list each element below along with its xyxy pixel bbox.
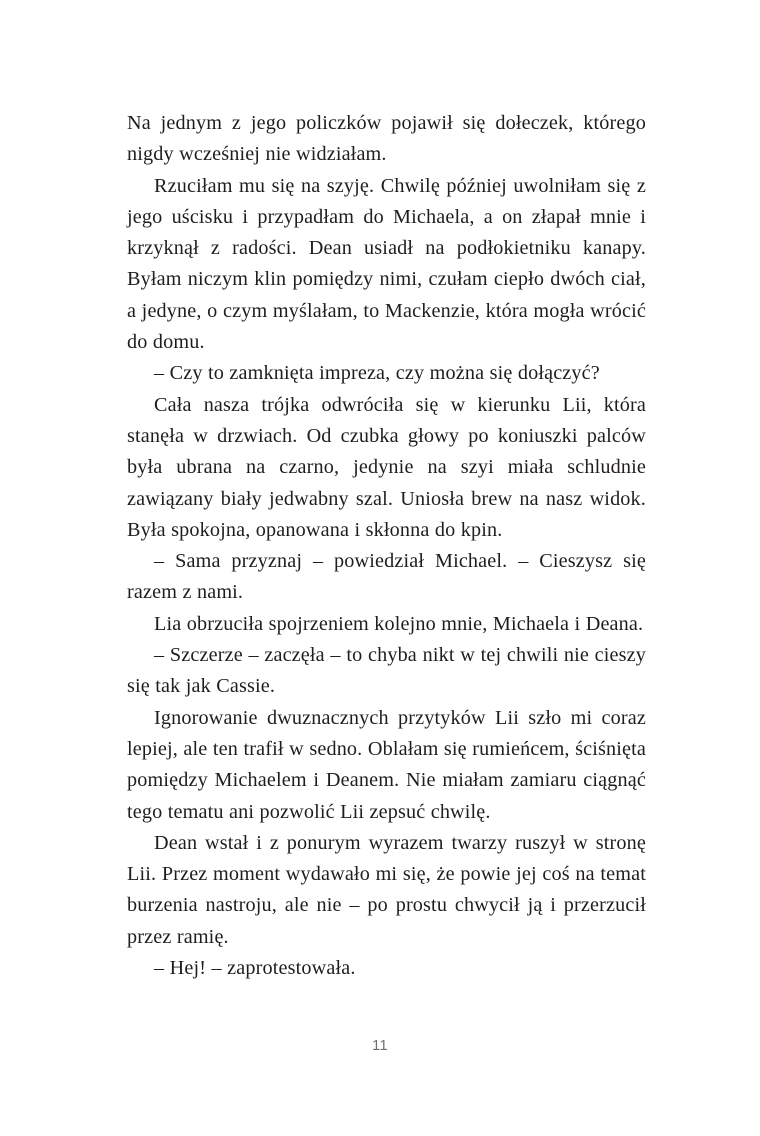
paragraph: Na jednym z jego policzków pojawił się dołeczek, którego nigdy wcześniej nie widziałam. [127, 112, 646, 166]
page-number: 11 [372, 1038, 388, 1054]
body-text-block [127, 108, 646, 984]
paragraph: Ignorowanie dwuznacznych przytyków Lii szło mi coraz lepiej, ale ten trafił w sedno. Oblałam się rumieńcem, ściśnięta pomiędzy Michaelem i Deanem. Nie miałam zamiaru ciągnąć tego tematu ani pozwolić Lii zepsuć chwilę. [127, 706, 646, 823]
paragraph: – Sama przyznaj – powiedział Michael. – Cieszysz się razem z nami. [127, 550, 646, 604]
paragraph: Lia obrzuciła spojrzeniem kolejno mnie, Michaela i Deana. [154, 612, 644, 635]
paragraph: – Czy to zamknięta impreza, czy można się dołączyć? [154, 362, 600, 385]
paragraph: Rzuciłam mu się na szyję. Chwilę później uwolniłam się z jego uścisku i przypadłam do Michaela, a on złapał mnie i krzyknął z radości. Dean usiadł na podłokietniku kanapy. Byłam niczym klin pomiędzy nimi, czułam ciepło dwóch ciał, a jedyne, o czym myślałam, to Mackenzie, która mogła wrócić do domu. [127, 174, 646, 354]
paragraph: Cała nasza trójka odwróciła się w kierunku Lii, która stanęła w drzwiach. Od czubka głowy po koniuszki palców była ubrana na czarno, jedynie na szyi miała schludnie zawiązany biały jedwabny szal. Uniosła brew na nasz widok. Była spokojna, opanowana i skłonna do kpin. [127, 393, 646, 541]
paragraph: – Hej! – zaprotestowała. [154, 957, 356, 980]
paragraph: – Szczerze – zaczęła – to chyba nikt w tej chwili nie cieszy się tak jak Cassie. [127, 644, 646, 698]
paragraph: Dean wstał i z ponurym wyrazem twarzy ruszył w stronę Lii. Przez moment wydawało mi się, że powie jej coś na temat burzenia nastroju, ale nie – po prostu chwycił ją i przerzucił przez ramię. [127, 831, 646, 948]
